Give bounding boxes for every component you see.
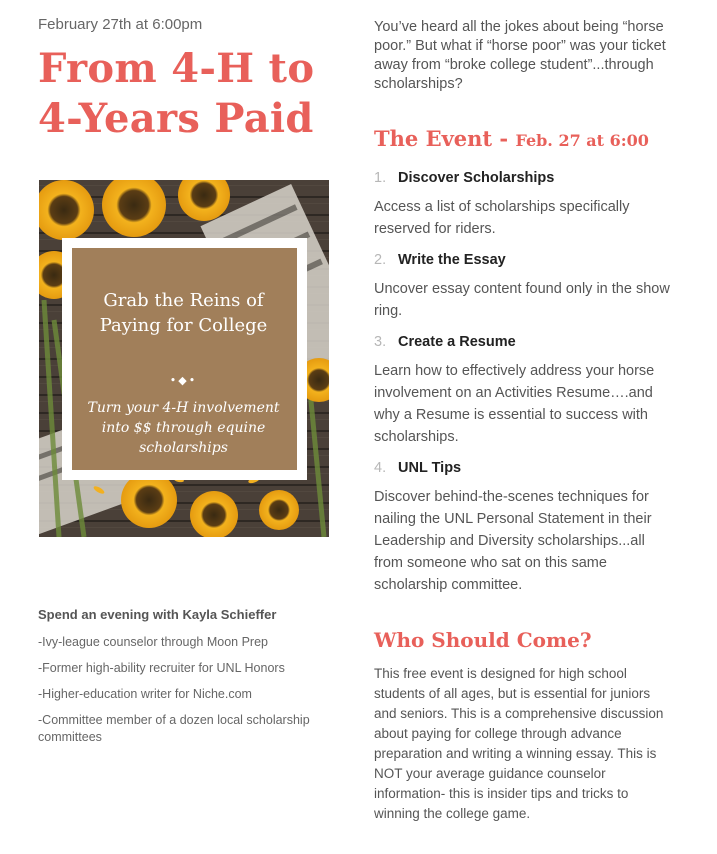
card-subtitle bbox=[71, 398, 296, 458]
event-step bbox=[374, 168, 674, 240]
step-number: 2. bbox=[374, 252, 387, 268]
step-number: 4. bbox=[374, 460, 387, 476]
title-line-2: 4-Years Paid bbox=[38, 95, 314, 142]
step-heading: UNL Tips bbox=[398, 460, 462, 476]
step-number: 1. bbox=[374, 170, 387, 186]
speaker-bio bbox=[38, 606, 338, 755]
who-paragraph: This free event is designed for high school students of all ages, but is essential for juniors and seniors. This is a comprehensive discussion about paying for college through advance preparation and writing a winning essay. This is NOT your average guidance counselor information- this is insider tips and tricks to winning the college game. bbox=[374, 666, 664, 821]
card-sub-line-2: into $$ through equine bbox=[101, 420, 266, 436]
bio-item: -Ivy-league counselor through Moon Prep bbox=[38, 635, 268, 649]
step-heading: Create a Resume bbox=[398, 334, 516, 350]
event-heading-main: The Event - bbox=[374, 126, 516, 151]
event-step bbox=[374, 332, 674, 448]
card-sub-line-1: Turn your 4-H involvement bbox=[87, 400, 280, 416]
page-title bbox=[38, 44, 358, 144]
step-body: Access a list of scholarships specifically reserved for riders. bbox=[374, 199, 630, 237]
event-date: February 27th at 6:00pm bbox=[38, 16, 203, 33]
card-heading-line-2: Paying for College bbox=[99, 315, 268, 336]
sunflowers-photo bbox=[39, 180, 329, 537]
step-body: Uncover essay content found only in the show ring. bbox=[374, 281, 670, 319]
step-number: 3. bbox=[374, 334, 387, 350]
event-heading-date: Feb. 27 at 6:00 bbox=[515, 131, 649, 150]
who-heading: Who Should Come? bbox=[374, 628, 592, 652]
bio-item: -Higher-education writer for Niche.com bbox=[38, 687, 252, 701]
intro-paragraph: You’ve heard all the jokes about being “horse poor.” But what if “horse poor” was your ticket away from “broke college student”...through scholarships? bbox=[374, 19, 666, 92]
step-heading: Discover Scholarships bbox=[398, 170, 555, 186]
event-heading bbox=[374, 126, 649, 151]
step-body: Discover behind-the-scenes techniques for nailing the UNL Personal Statement in their Leadership and Diversity scholarships...all from someone who sat on this same scholarship committee. bbox=[374, 489, 652, 593]
bio-heading: Spend an evening with Kayla Schieffer bbox=[38, 607, 277, 622]
bio-item: -Former high-ability recruiter for UNL Honors bbox=[38, 661, 285, 675]
card-sub-line-3: scholarships bbox=[139, 440, 228, 456]
ornament-icon: •◆• bbox=[169, 374, 198, 387]
step-heading: Write the Essay bbox=[398, 252, 506, 268]
title-line-1: From 4-H to bbox=[38, 45, 315, 92]
hero-image bbox=[39, 180, 329, 537]
bio-item: -Committee member of a dozen local scholarship committees bbox=[38, 713, 310, 744]
step-body: Learn how to effectively address your horse involvement on an Activities Resume….and why a Resume is essential to success with scholarships. bbox=[374, 363, 655, 445]
event-step bbox=[374, 250, 674, 322]
event-step bbox=[374, 458, 674, 596]
card-heading bbox=[71, 288, 296, 338]
card-heading-line-1: Grab the Reins of bbox=[103, 290, 264, 311]
